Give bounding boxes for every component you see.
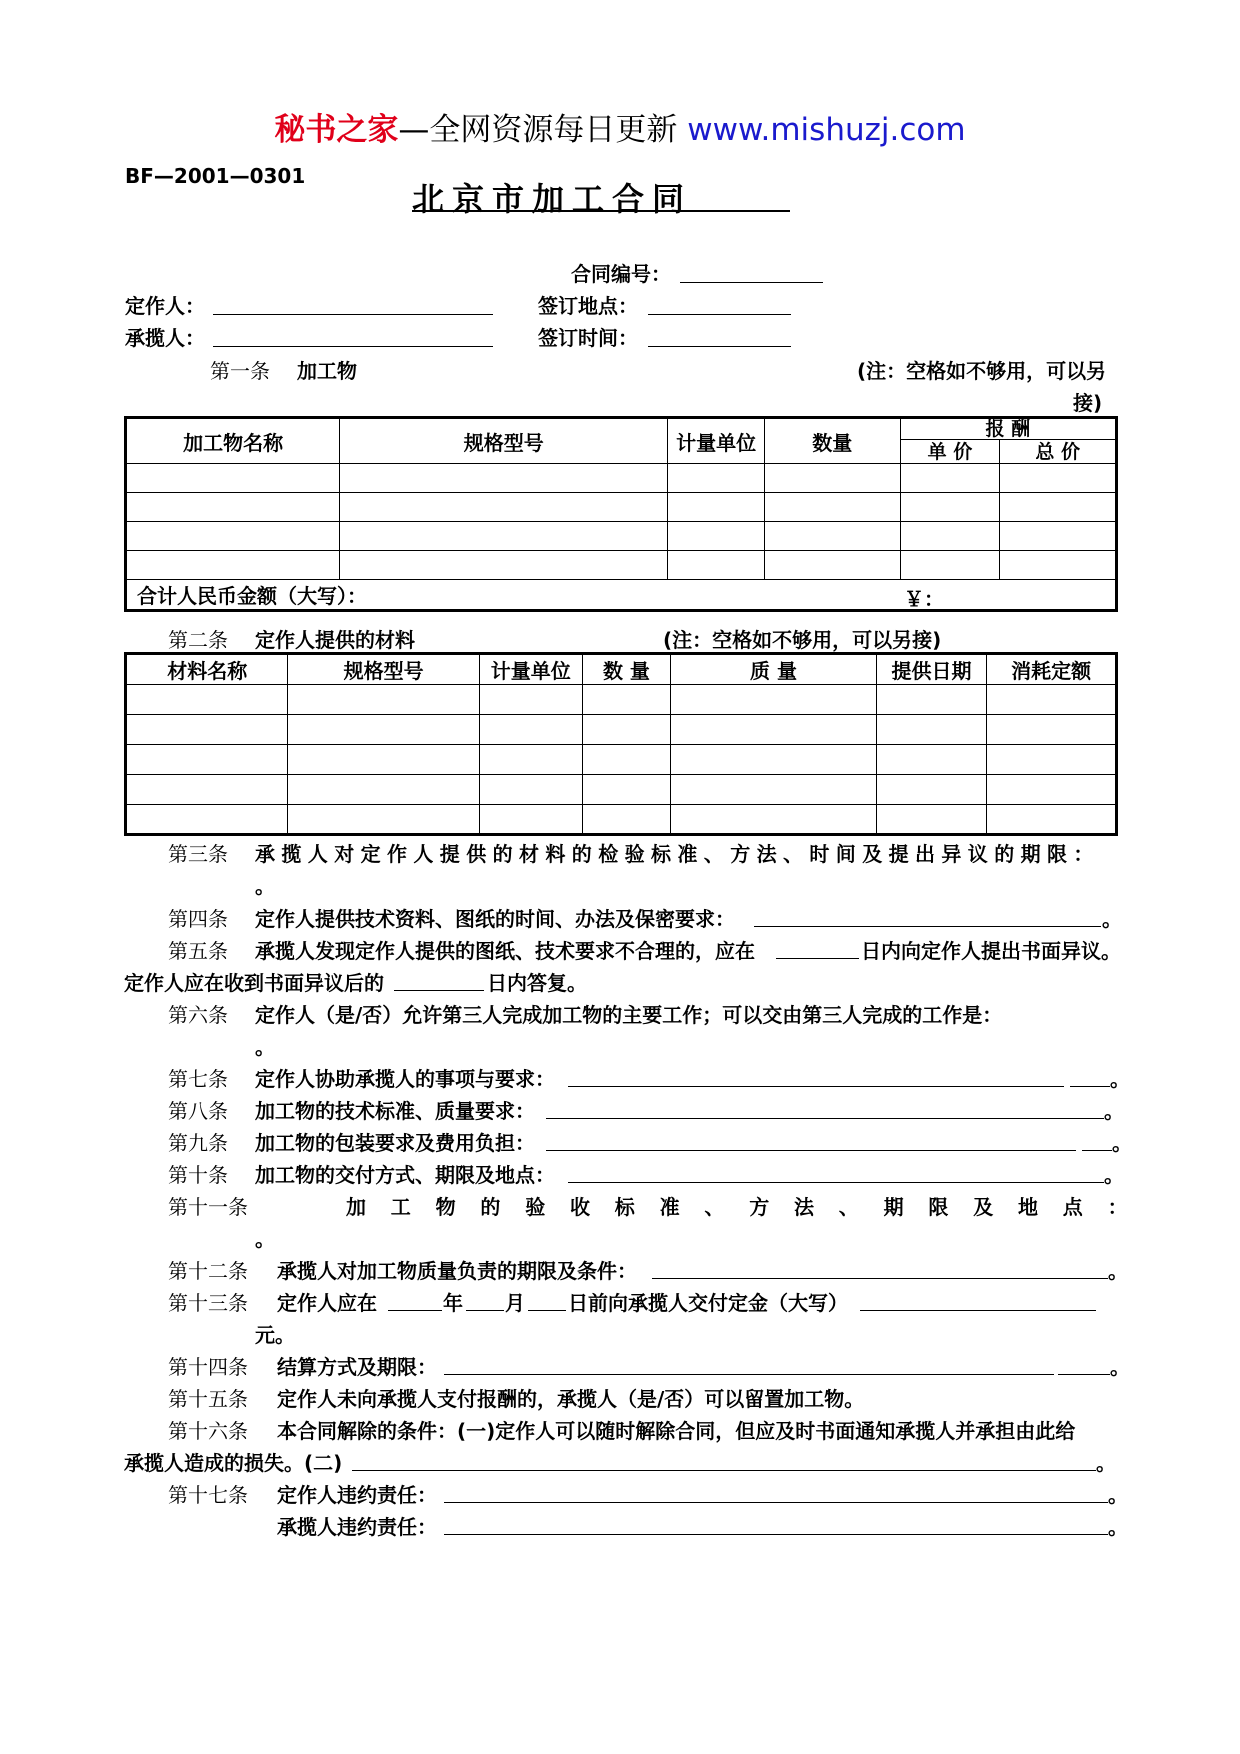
c17-number: 第十七条 xyxy=(168,1483,248,1507)
c3-number: 第三条 xyxy=(168,842,228,866)
c16-number: 第十六条 xyxy=(168,1419,248,1443)
c14-field[interactable] xyxy=(444,1374,1054,1375)
c9-field-ext[interactable] xyxy=(1082,1150,1112,1151)
c7-field-ext[interactable] xyxy=(1070,1086,1110,1087)
c7-text: 定作人协助承揽人的事项与要求： xyxy=(255,1067,555,1091)
c8-field[interactable] xyxy=(546,1118,1104,1119)
c13-text-b: 日前向承揽人交付定金（大写） xyxy=(568,1291,848,1315)
c11-text: 加工物的验收标准、方法、期限及地点： xyxy=(346,1195,1153,1219)
c3-text: 承揽人对定作人提供的材料的检验标准、方法、时间及提出异议的期限： xyxy=(255,842,1100,866)
c5-line2-a: 定作人应在收到书面异议后的 xyxy=(124,971,384,995)
c11-number: 第十一条 xyxy=(168,1195,248,1219)
art1-note-cont: 接) xyxy=(1073,391,1103,415)
c12-field[interactable] xyxy=(652,1278,1108,1279)
art2-number: 第二条 xyxy=(168,628,228,652)
c14-number: 第十四条 xyxy=(168,1355,248,1379)
c6-number: 第六条 xyxy=(168,1003,228,1027)
c13-year: 年 xyxy=(443,1291,463,1315)
c15-number: 第十五条 xyxy=(168,1387,248,1411)
table-row xyxy=(126,775,1117,805)
c14-field-ext[interactable] xyxy=(1058,1374,1110,1375)
table-row xyxy=(126,745,1117,775)
c16-text: 本合同解除的条件：(一)定作人可以随时解除合同，但应及时书面通知承揽人并承担由此给 xyxy=(277,1419,1076,1443)
c10-text: 加工物的交付方式、期限及地点： xyxy=(255,1163,555,1187)
art1-title: 加工物 xyxy=(297,359,357,383)
c8-number: 第八条 xyxy=(168,1099,228,1123)
c14-text: 结算方式及期限： xyxy=(277,1355,437,1379)
c17-text: 定作人违约责任： xyxy=(277,1483,437,1507)
table-row xyxy=(126,805,1117,835)
c6-text: 定作人（是/否）允许第三人完成加工物的主要工作；可以交由第三人完成的工作是： xyxy=(255,1003,1003,1027)
c9-number: 第九条 xyxy=(168,1131,228,1155)
contract-no-field[interactable] xyxy=(680,282,823,283)
c10-end: 。 xyxy=(1104,1163,1124,1187)
col-material-spec: 规格型号 xyxy=(288,654,479,685)
c16-line2: 承揽人造成的损失。(二) xyxy=(124,1451,343,1475)
art2-note: (注：空格如不够用，可以另接) xyxy=(663,628,942,652)
art1-note: (注：空格如不够用，可以另 xyxy=(857,359,1107,383)
contractor-field[interactable] xyxy=(213,346,493,347)
c13-deposit-field[interactable] xyxy=(860,1310,1096,1311)
c13-day-field[interactable] xyxy=(528,1310,566,1311)
c13-text-a: 定作人应在 xyxy=(277,1291,377,1315)
c9-text: 加工物的包装要求及费用负担： xyxy=(255,1131,535,1155)
c13-number: 第十三条 xyxy=(168,1291,248,1315)
col-total-price: 总 价 xyxy=(1000,440,1117,464)
sign-place-field[interactable] xyxy=(648,314,791,315)
document-title: 北京市加工合同 xyxy=(412,180,693,218)
c6-end: 。 xyxy=(255,1035,275,1059)
c7-number: 第七条 xyxy=(168,1067,228,1091)
c16-end: 。 xyxy=(1096,1451,1116,1475)
c9-end: 。 xyxy=(1112,1131,1132,1155)
site-banner xyxy=(0,104,1240,149)
c10-field[interactable] xyxy=(568,1182,1104,1183)
c16-field[interactable] xyxy=(352,1470,1096,1471)
table-row xyxy=(126,464,1117,493)
total-amount-cell[interactable] xyxy=(126,580,1117,611)
art1-number: 第一条 xyxy=(210,359,270,383)
col-material-quantity: 数 量 xyxy=(582,654,671,685)
c14-end: 。 xyxy=(1110,1355,1130,1379)
materials-table xyxy=(124,652,1118,836)
orderer-label: 定作人： xyxy=(125,294,205,318)
c13-year-field[interactable] xyxy=(388,1310,442,1311)
c15-text: 定作人未向承揽人支付报酬的，承揽人（是/否）可以留置加工物。 xyxy=(277,1387,865,1411)
sign-time-field[interactable] xyxy=(648,346,791,347)
c8-end: 。 xyxy=(1104,1099,1124,1123)
c5-line2-b: 日内答复。 xyxy=(487,971,587,995)
c12-number: 第十二条 xyxy=(168,1259,248,1283)
col-unit: 计量单位 xyxy=(668,418,765,464)
c11-end: 。 xyxy=(255,1227,275,1251)
c17b-field[interactable] xyxy=(444,1534,1108,1535)
c12-end: 。 xyxy=(1108,1259,1128,1283)
banner-slogan: —全网资源每日更新 xyxy=(398,112,688,148)
col-material-name: 材料名称 xyxy=(126,654,288,685)
table-row xyxy=(126,522,1117,551)
c9-field[interactable] xyxy=(546,1150,1076,1151)
c12-text: 承揽人对加工物质量负责的期限及条件： xyxy=(277,1259,637,1283)
table-row xyxy=(126,685,1117,715)
table-row xyxy=(126,551,1117,580)
c13-month: 月 xyxy=(505,1291,525,1315)
col-material-quality: 质 量 xyxy=(671,654,876,685)
c7-end: 。 xyxy=(1110,1067,1130,1091)
total-amount-label: 合计人民币金额（大写）： xyxy=(137,584,367,608)
c5-text-a: 承揽人发现定作人提供的图纸、技术要求不合理的，应在 xyxy=(255,939,755,963)
c3-end: 。 xyxy=(255,874,275,898)
c5-reply-days-field[interactable] xyxy=(394,990,484,991)
sign-place-label: 签订地点： xyxy=(538,294,638,318)
c13-month-field[interactable] xyxy=(466,1310,504,1311)
contract-no-label: 合同编号： xyxy=(571,262,671,286)
c4-text: 定作人提供技术资料、图纸的时间、办法及保密要求： xyxy=(255,907,735,931)
c17-end: 。 xyxy=(1108,1483,1128,1507)
c4-number: 第四条 xyxy=(168,907,228,931)
c4-end: 。 xyxy=(1102,907,1122,931)
c8-text: 加工物的技术标准、质量要求： xyxy=(255,1099,535,1123)
col-spec: 规格型号 xyxy=(340,418,668,464)
total-row xyxy=(126,580,1117,611)
col-unit-price: 单 价 xyxy=(900,440,1000,464)
col-quantity: 数量 xyxy=(764,418,900,464)
c5-number: 第五条 xyxy=(168,939,228,963)
banner-url[interactable]: www.mishuzj.com xyxy=(687,112,966,148)
title-underline xyxy=(412,210,790,212)
c7-field[interactable] xyxy=(568,1086,1064,1087)
processing-items-table xyxy=(124,416,1118,612)
table-row xyxy=(126,493,1117,522)
yen-label: ￥： xyxy=(904,587,944,611)
col-item-name: 加工物名称 xyxy=(126,418,340,464)
col-remuneration: 报 酬 xyxy=(900,418,1116,440)
c13-end: 元。 xyxy=(255,1323,295,1347)
c5-text-b: 日内向定作人提出书面异议。 xyxy=(861,939,1121,963)
c5-days-field[interactable] xyxy=(776,958,859,959)
col-supply-date: 提供日期 xyxy=(876,654,987,685)
c17b-end: 。 xyxy=(1108,1515,1128,1539)
c4-field[interactable] xyxy=(754,926,1101,927)
c17b-text: 承揽人违约责任： xyxy=(277,1515,437,1539)
document-code: BF—2001—0301 xyxy=(125,164,306,188)
sign-time-label: 签订时间： xyxy=(538,326,638,350)
contractor-label: 承揽人： xyxy=(125,326,205,350)
art2-title: 定作人提供的材料 xyxy=(255,628,415,652)
banner-brand: 秘书之家 xyxy=(274,112,399,148)
col-material-unit: 计量单位 xyxy=(479,654,582,685)
c17-field[interactable] xyxy=(444,1502,1108,1503)
orderer-field[interactable] xyxy=(213,314,493,315)
table-row xyxy=(126,715,1117,745)
col-consumption-quota: 消耗定额 xyxy=(987,654,1117,685)
c10-number: 第十条 xyxy=(168,1163,228,1187)
